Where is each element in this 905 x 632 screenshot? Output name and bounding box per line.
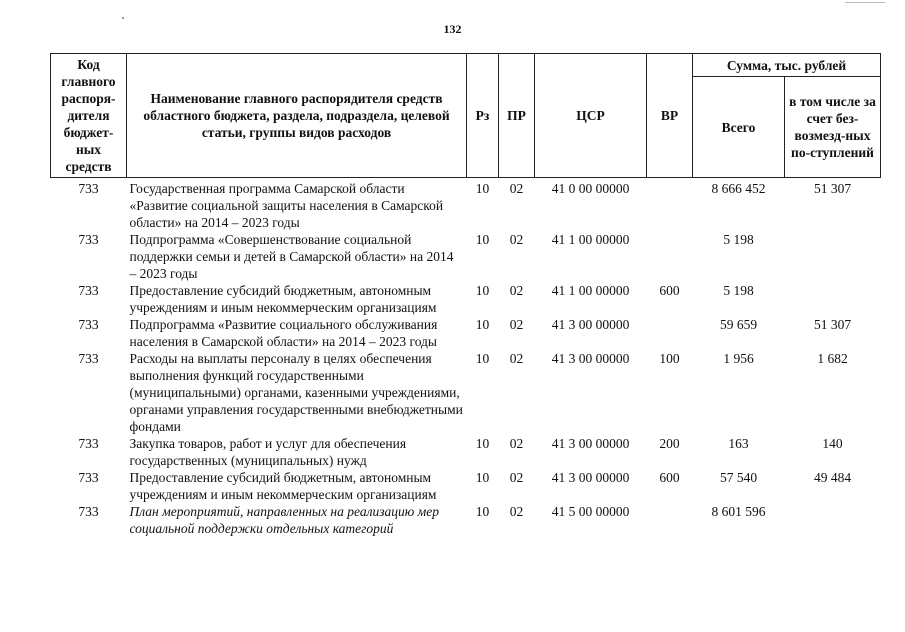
table-row bbox=[51, 350, 881, 435]
cell-total: 1 956 bbox=[723, 351, 754, 366]
header-pr: ПР bbox=[499, 54, 535, 178]
cell-code: 733 bbox=[78, 283, 99, 298]
table-row bbox=[51, 316, 881, 350]
cell-pr: 02 bbox=[509, 351, 524, 366]
cell-csr: 41 3 00 00000 bbox=[551, 436, 630, 451]
cell-free: 1 682 bbox=[817, 351, 848, 366]
cell-pr: 02 bbox=[509, 283, 524, 298]
cell-free bbox=[785, 282, 881, 316]
cell-pr: 02 bbox=[509, 470, 524, 485]
cell-name: Закупка товаров, работ и услуг для обеспечения государственных (муниципальных) нужд bbox=[129, 436, 407, 468]
cell-free: 51 307 bbox=[813, 317, 852, 332]
scan-edge-mark bbox=[845, 2, 885, 3]
cell-rz: 10 bbox=[475, 317, 490, 332]
cell-name: Государственная программа Самарской области «Развитие социальной защиты населения в Самарской области» на 2014 – 2023 годы bbox=[129, 181, 444, 230]
cell-total: 59 659 bbox=[719, 317, 758, 332]
header-code: Код главного распоря-дителя бюджет-ных средств bbox=[51, 54, 127, 178]
cell-name: Предоставление субсидий бюджетным, автономным учреждениям и иным некоммерческим организациям bbox=[129, 470, 437, 502]
cell-pr: 02 bbox=[509, 317, 524, 332]
cell-code: 733 bbox=[78, 317, 99, 332]
table-row bbox=[51, 178, 881, 232]
cell-rz: 10 bbox=[475, 504, 490, 519]
cell-rz: 10 bbox=[475, 436, 490, 451]
header-free: в том числе за счет без-возмезд-ных по-ступлений bbox=[785, 77, 881, 178]
cell-code: 733 bbox=[78, 436, 99, 451]
cell-rz: 10 bbox=[475, 470, 490, 485]
header-rz: Рз bbox=[467, 54, 499, 178]
cell-rz: 10 bbox=[475, 181, 490, 196]
cell-name: Подпрограмма «Совершенствование социальной поддержки семьи и детей в Самарской области» на 2014 – 2023 годы bbox=[129, 232, 454, 281]
header-vr: ВР bbox=[647, 54, 693, 178]
cell-vr: 100 bbox=[659, 351, 680, 366]
cell-free: 49 484 bbox=[813, 470, 852, 485]
cell-vr: 600 bbox=[659, 470, 680, 485]
cell-name: Подпрограмма «Развитие социального обслуживания населения в Самарской области» на 2014 – 2023 годы bbox=[129, 317, 438, 349]
cell-total: 8 601 596 bbox=[711, 504, 766, 519]
cell-free bbox=[785, 503, 881, 537]
cell-pr: 02 bbox=[509, 232, 524, 247]
cell-code: 733 bbox=[78, 470, 99, 485]
budget-table bbox=[50, 53, 881, 537]
header-sum-group: Сумма, тыс. рублей bbox=[693, 54, 881, 77]
cell-total: 5 198 bbox=[723, 283, 754, 298]
table-header bbox=[51, 54, 881, 178]
cell-name: План мероприятий, направленных на реализацию мер социальной поддержки отдельных категорий bbox=[129, 504, 439, 536]
table-row bbox=[51, 435, 881, 469]
cell-pr: 02 bbox=[509, 181, 524, 196]
cell-total: 8 666 452 bbox=[711, 181, 766, 196]
cell-vr bbox=[647, 316, 693, 350]
cell-vr: 600 bbox=[659, 283, 680, 298]
cell-vr: 200 bbox=[659, 436, 680, 451]
cell-csr: 41 3 00 00000 bbox=[551, 317, 630, 332]
cell-total: 57 540 bbox=[719, 470, 758, 485]
cell-free: 140 bbox=[822, 436, 843, 451]
cell-free: 51 307 bbox=[813, 181, 852, 196]
cell-code: 733 bbox=[78, 232, 99, 247]
cell-rz: 10 bbox=[475, 351, 490, 366]
cell-vr bbox=[647, 503, 693, 537]
cell-csr: 41 3 00 00000 bbox=[551, 351, 630, 366]
cell-name: Расходы на выплаты персоналу в целях обеспечения выполнения функций государственными (муниципальными) органами, казенными учреждениями, органами управления государственными внебюджетными фондами bbox=[129, 351, 463, 434]
cell-code: 733 bbox=[78, 504, 99, 519]
cell-csr: 41 0 00 00000 bbox=[551, 181, 630, 196]
table-row bbox=[51, 282, 881, 316]
header-total: Всего bbox=[693, 77, 785, 178]
scan-speck bbox=[122, 17, 124, 19]
cell-rz: 10 bbox=[475, 283, 490, 298]
page-number: 132 bbox=[443, 22, 462, 36]
header-csr: ЦСР bbox=[535, 54, 647, 178]
cell-csr: 41 5 00 00000 bbox=[551, 504, 630, 519]
cell-code: 733 bbox=[78, 351, 99, 366]
cell-vr bbox=[647, 231, 693, 282]
cell-pr: 02 bbox=[509, 504, 524, 519]
cell-csr: 41 1 00 00000 bbox=[551, 283, 630, 298]
table-row bbox=[51, 469, 881, 503]
cell-name: Предоставление субсидий бюджетным, автономным учреждениям и иным некоммерческим организациям bbox=[129, 283, 437, 315]
cell-total: 163 bbox=[728, 436, 749, 451]
cell-csr: 41 1 00 00000 bbox=[551, 232, 630, 247]
cell-pr: 02 bbox=[509, 436, 524, 451]
table-row bbox=[51, 503, 881, 537]
cell-vr bbox=[647, 178, 693, 232]
cell-total: 5 198 bbox=[723, 232, 754, 247]
cell-free bbox=[785, 231, 881, 282]
cell-rz: 10 bbox=[475, 232, 490, 247]
cell-csr: 41 3 00 00000 bbox=[551, 470, 630, 485]
table-row bbox=[51, 231, 881, 282]
cell-code: 733 bbox=[78, 181, 99, 196]
header-name: Наименование главного распорядителя средств областного бюджета, раздела, подраздела, целевой статьи, группы видов расходов bbox=[127, 54, 467, 178]
